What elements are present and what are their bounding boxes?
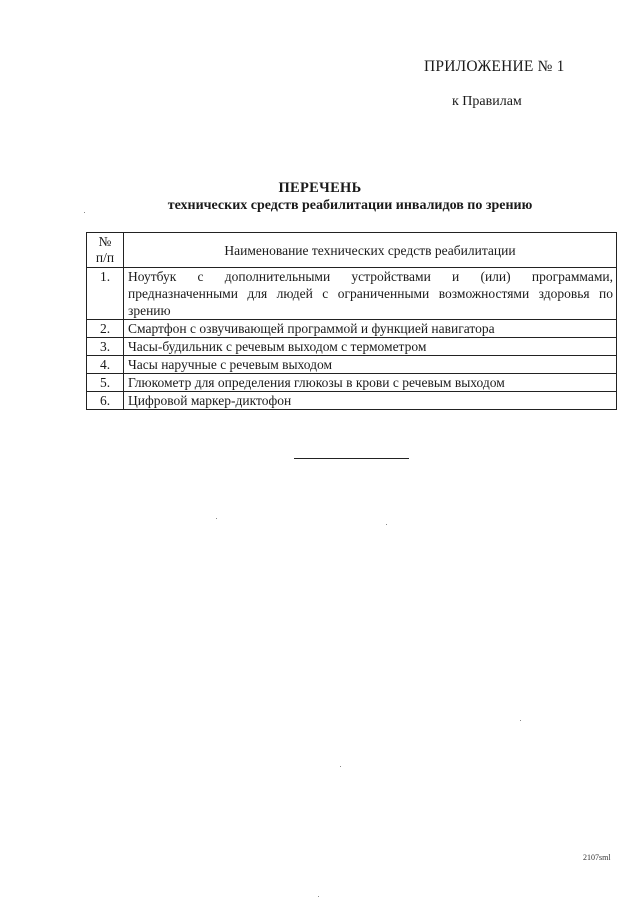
row-item-name: Глюкометр для определения глюкозы в крови с речевым выходом bbox=[124, 374, 617, 392]
row-number: 2. bbox=[87, 320, 124, 338]
row-number: 1. bbox=[87, 268, 124, 320]
scan-speck bbox=[318, 896, 319, 897]
row-number: 3. bbox=[87, 338, 124, 356]
document-subtitle: технических средств реабилитации инвалидов по зрению bbox=[167, 198, 533, 213]
table-row bbox=[87, 374, 617, 392]
column-header-number-line2: п/п bbox=[95, 250, 115, 265]
appendix-label: ПРИЛОЖЕНИЕ № 1 bbox=[424, 58, 565, 75]
row-number: 4. bbox=[87, 356, 124, 374]
table-row bbox=[87, 338, 617, 356]
scan-speck bbox=[340, 766, 341, 767]
column-header-name: Наименование технических средств реабилитации bbox=[124, 233, 617, 268]
row-item-name: Часы-будильник с речевым выходом с термометром bbox=[124, 338, 617, 356]
scan-speck bbox=[386, 524, 387, 525]
row-item-name: Ноутбук с дополнительными устройствами и (или) программами, предназначенными для людей с ограниченными возможностями здоровья по зрению bbox=[124, 268, 617, 320]
appendix-to-rules: к Правилам bbox=[452, 94, 522, 109]
document-code: 2107sml bbox=[583, 853, 611, 862]
row-number: 5. bbox=[87, 374, 124, 392]
rehabilitation-items-table bbox=[86, 232, 617, 410]
table-row bbox=[87, 356, 617, 374]
row-number: 6. bbox=[87, 392, 124, 410]
row-item-name: Цифровой маркер-диктофон bbox=[124, 392, 617, 410]
row-item-name: Часы наручные с речевым выходом bbox=[124, 356, 617, 374]
scan-speck bbox=[520, 720, 521, 721]
column-header-number-line1: № bbox=[98, 234, 112, 249]
column-header-number bbox=[87, 233, 124, 268]
scan-speck bbox=[84, 212, 85, 213]
scan-speck bbox=[216, 518, 217, 519]
table-row bbox=[87, 392, 617, 410]
document-title: ПЕРЕЧЕНЬ bbox=[278, 180, 362, 196]
table-row bbox=[87, 268, 617, 320]
row-item-name: Смартфон с озвучивающей программой и функцией навигатора bbox=[124, 320, 617, 338]
table-header-row bbox=[87, 233, 617, 268]
end-separator-line bbox=[294, 458, 409, 459]
table-row bbox=[87, 320, 617, 338]
